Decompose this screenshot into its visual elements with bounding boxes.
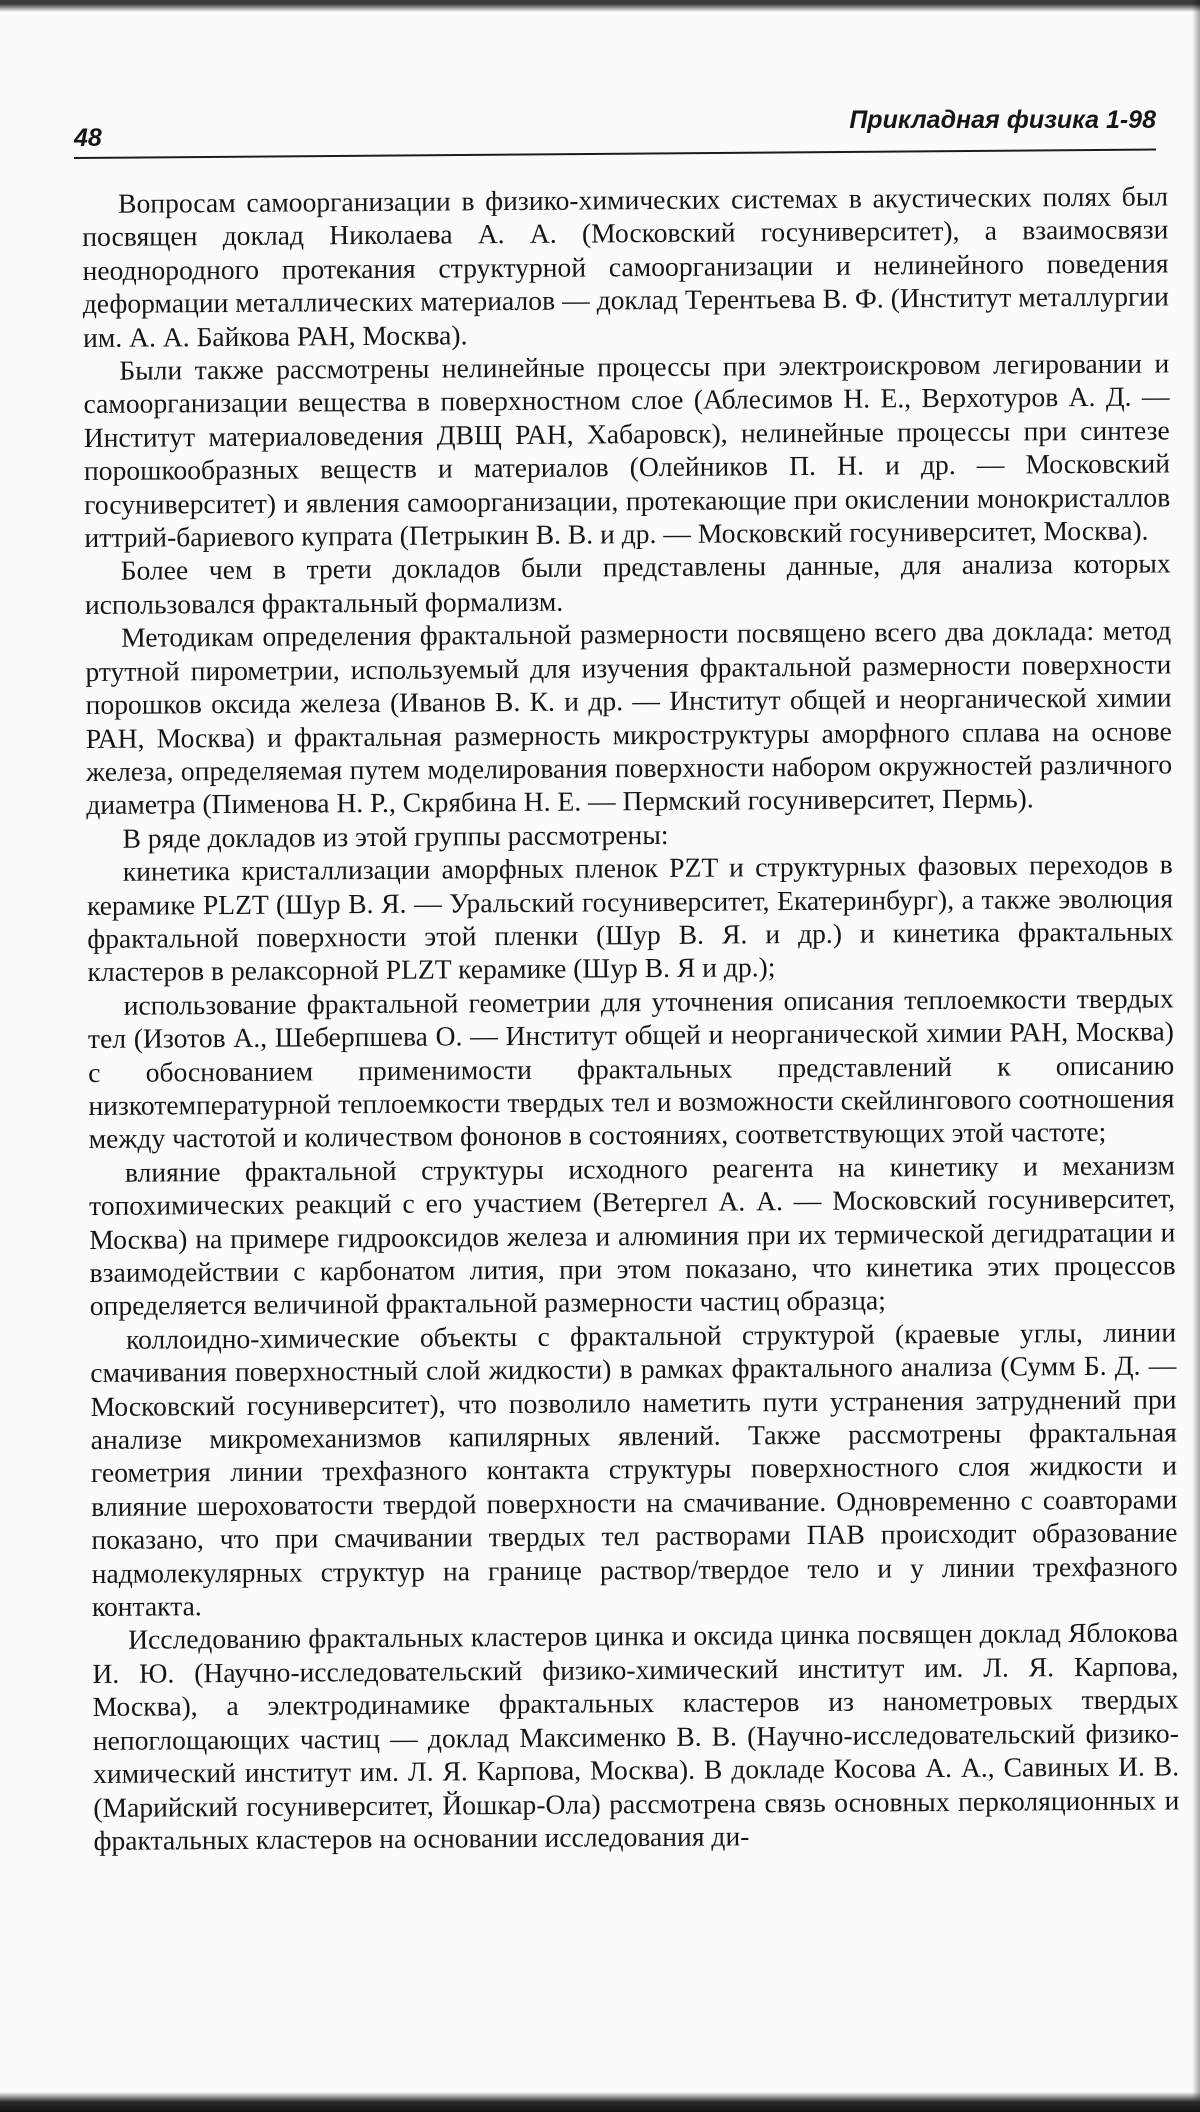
page-number: 48 (74, 124, 102, 152)
paragraph: Более чем в трети докладов были представлены данные, для анализа которых использовался фрактальный формализм. (84, 547, 1171, 620)
top-scan-edge (0, 0, 1200, 12)
list-item: использование фрактальной геометрии для уточнения описания теплоемкости твердых тел (Изотов А., Шеберпшева О. — Институт общей и неорганической химии РАН, Москва) с обоснованием применимости фрактальных представлений к описанию низкотемпературной теплоемкости твердых тел и возможности скейлингового соотношения между частотой и количеством фононов в состояниях, соответствующих этой частоте; (87, 982, 1175, 1155)
paragraph: Были также рассмотрены нелинейные процессы при электроискровом легировании и самоорганизации вещества в поверхностном слое (Аблесимов Н. Е., Верхотуров А. Д. — Институт материаловедения ДВЩ РАН, Хабаровск), нелинейные процессы при синтезе порошкообразных веществ и материалов (Олейников П. Н. и др. — Московский госуниверситет) и явления самоорганизации, протекающие при окислении монокристаллов иттрий-бариевого купрата (Петрыкин В. В. и др. — Московский госуниверситет, Москва). (83, 347, 1171, 554)
list-item: влияние фрактальной структуры исходного реагента на кинетику и механизм топохимических реакций с его участием (Ветергел А. А. — Московский госуниверситет, Москва) на примере гидрооксидов железа и алюминия при их термической дегидратации и взаимодействии с карбонатом лития, при этом показано, что кинетика этих процессов определяется величиной фрактальной размерности частиц образца; (89, 1149, 1176, 1322)
journal-title: Прикладная физика 1-98 (849, 106, 1156, 134)
list-item: кинетика кристаллизации аморфных пленок PZT и структурных фазовых переходов в керамике PLZT (Шур В. Я. — Уральский госуниверситет, Екатеринбург), а также эволюция фрактальной поверхности этой пленки (Шур В. Я. и др.) и кинетика фрактальных кластеров в релаксорной PLZT керамике (Шур В. Я и др.); (86, 848, 1174, 988)
right-scan-shadow (1192, 0, 1200, 2112)
bottom-scan-edge (0, 2092, 1200, 2112)
article-body (82, 179, 1180, 1857)
paragraph: Исследованию фрактальных кластеров цинка и оксида цинка посвящен доклад Яблокова И. Ю. (Научно-исследовательский физико-химический институт им. Л. Я. Карпова, Москва), а электродинамике фрактальных кластеров из нанометровых твердых непоглощающих частиц — доклад Максименко В. В. (Научно-исследовательский физико-химический институт им. Л. Я. Карпова, Москва). В докладе Косова А. А., Савиных И. В. (Марийский госуниверситет, Йошкар-Ола) рассмотрена связь основных перколяционных и фрактальных кластеров на основании исследования ди- (92, 1616, 1180, 1856)
paragraph: Методикам определения фрактальной размерности посвящено всего два доклада: метод ртутной пирометрии, используемый для изучения фрактальной размерности поверхности порошков оксида железа (Иванов В. К. и др. — Институт общей и неорганической химии РАН, Москва) и фрактальная размерность микроструктуры аморфного сплава на основе железа, определяемая путем моделирования поверхности набором окружностей различного диаметра (Пименова Н. Р., Скрябина Н. Е. — Пермский госуниверситет, Пермь). (85, 614, 1173, 821)
header-rule (74, 149, 1156, 159)
paragraph: Вопросам самоорганизации в физико-химических системах в акустических полях был посвящен доклад Николаева А. А. (Московский госуниверситет), а взаимосвязи неоднородного протекания структурной самоорганизации и нелинейного поведения деформации металлических материалов — доклад Терентьева В. Ф. (Институт металлургии им. А. А. Байкова РАН, Москва). (82, 180, 1169, 353)
list-item: коллоидно-химические объекты с фрактальной структурой (краевые углы, линии смачивания поверхностный слой жидкости) в рамках фрактального анализа (Сумм Б. Д. — Московский госуниверситет), что позволило наметить пути устранения затруднений при анализе микромеханизмов капилярных явлений. Также рассмотрены фрактальная геометрия линии трехфазного контакта структуры поверхностного слоя жидкости и влияние шероховатости твердой поверхности на смачивание. Одновременно с соавторами показано, что при смачивании твердых тел растворами ПАВ происходит образование надмолекулярных структур на границе раствор/твердое тело и у линии трехфазного контакта. (90, 1316, 1178, 1623)
running-header (74, 104, 1156, 152)
paragraph: В ряде докладов из этой группы рассмотрены: (122, 818, 669, 854)
